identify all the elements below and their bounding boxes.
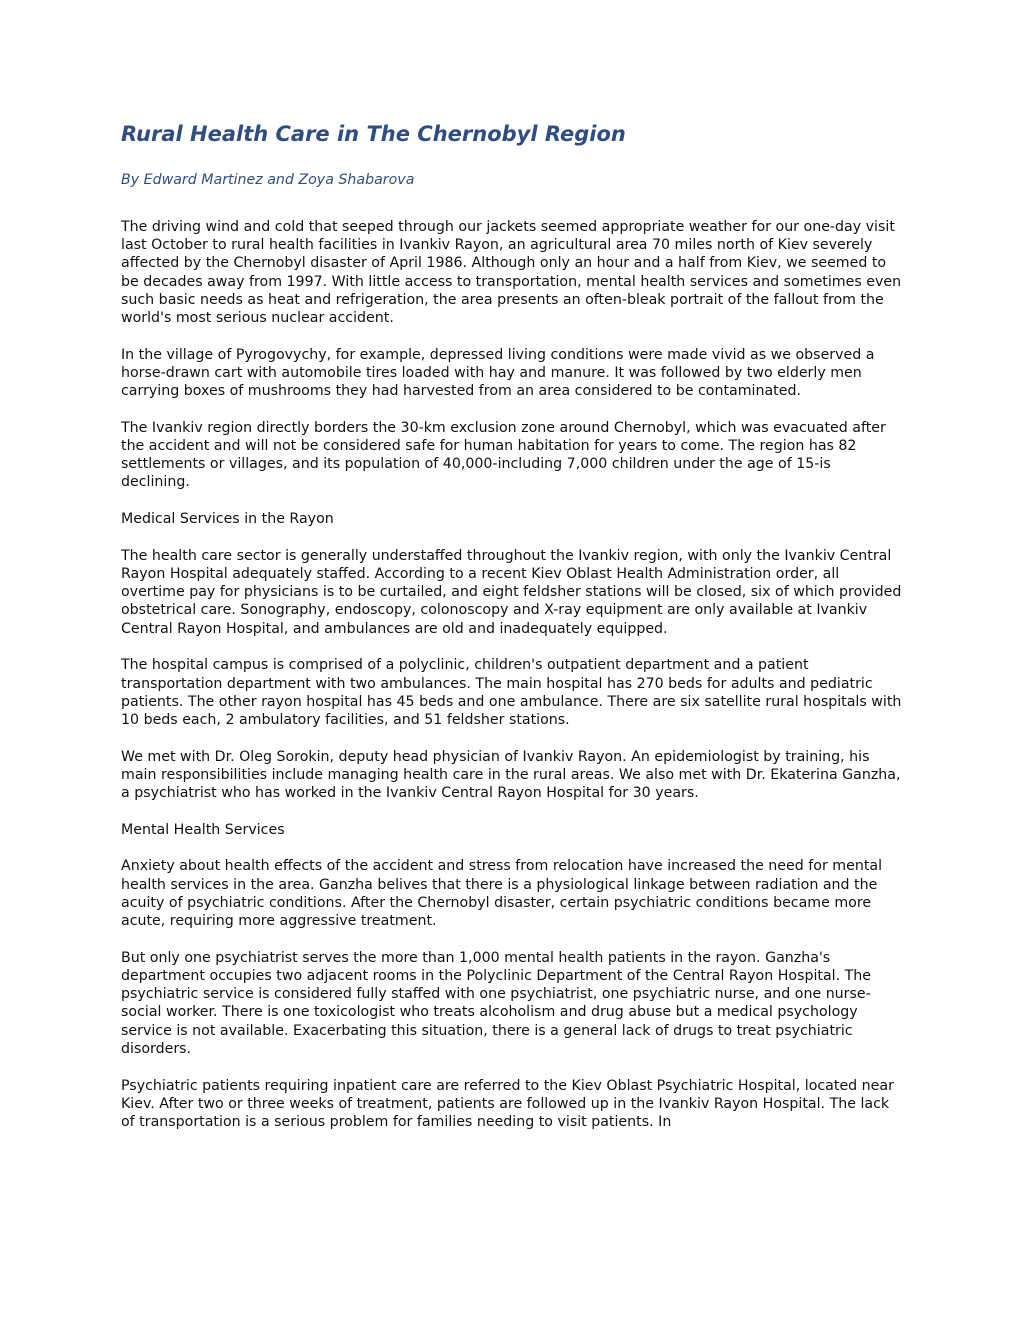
paragraph-inpatient-care: Psychiatric patients requiring inpatient care are referred to the Kiev Oblast Psychiatric Hospital, located near Kiev. After two or three weeks of treatment, patients are followed up in the Ivankiv Rayon Hospital. The lack of transportation is a serious problem for families needing to visit patients. In [121, 1077, 894, 1130]
section-heading-medical-services: Medical Services in the Rayon [121, 511, 334, 528]
article-title: Rural Health Care in The Chernobyl Region [121, 122, 626, 146]
paragraph-exclusion-zone: The Ivankiv region directly borders the 30-km exclusion zone around Chernobyl, which was evacuated after the accident and will not be considered safe for human habitation for years to come. The region has 82 settlements or villages, and its population of 40,000-including 7,000 children under the age of 15-is declining. [121, 419, 886, 491]
paragraph-anxiety: Anxiety about health effects of the accident and stress from relocation have increased the need for mental health services in the area. Ganzha belives that there is a physiological linkage between radiation and the acuity of psychiatric conditions. After the Chernobyl disaster, certain psychiatric conditions became more acute, requiring more aggressive treatment. [121, 858, 883, 930]
article [121, 112, 903, 1150]
paragraph-intro: The driving wind and cold that seeped through our jackets seemed appropriate weather for our one-day visit last October to rural health facilities in Ivankiv Rayon, an agricultural area 70 miles north of Kiev severely affected by the Chernobyl disaster of April 1986. Although only an hour and a half from Kiev, we seemed to be decades away from 1997. With little access to transportation, mental health services and sometimes even such basic needs as heat and refrigeration, the area presents an often-bleak portrait of the fallout from the world's most serious nuclear accident. [121, 219, 902, 327]
paragraph-pyrogovychy: In the village of Pyrogovychy, for example, depressed living conditions were made vivid as we observed a horse-drawn cart with automobile tires loaded with hay and manure. It was followed by two elderly men carrying boxes of mushrooms they had harvested from an area considered to be contaminated. [121, 346, 875, 400]
paragraph-hospital-campus: The hospital campus is comprised of a polyclinic, children's outpatient department and a patient transportation department with two ambulances. The main hospital has 270 beds for adults and pediatric patients. The other rayon hospital has 45 beds and one ambulance. There are six satellite rural hospitals with 10 beds each, 2 ambulatory facilities, and 51 feldsher stations. [121, 657, 902, 728]
section-heading-mental-health: Mental Health Services [121, 821, 285, 838]
paragraph-doctors: We met with Dr. Oleg Sorokin, deputy head physician of Ivankiv Rayon. An epidemiologist by training, his main responsibilities include managing health care in the rural areas. We also met with Dr. Ekaterina Ganzha, a psychiatrist who has worked in the Ivankiv Central Rayon Hospital for 30 years. [121, 748, 901, 802]
paragraph-understaffed: The health care sector is generally understaffed throughout the Ivankiv region, with only the Ivankiv Central Rayon Hospital adequately staffed. According to a recent Kiev Oblast Health Administration order, all overtime pay for physicians is to be curtailed, and eight feldsher stations will be closed, six of which provided obstetrical care. Sonography, endoscopy, colonoscopy and X-ray equipment are only available at Ivankiv Central Rayon Hospital, and ambulances are old and inadequately equipped. [121, 547, 902, 637]
paragraph-one-psychiatrist: But only one psychiatrist serves the more than 1,000 mental health patients in the rayon. Ganzha's department occupies two adjacent rooms in the Polyclinic Department of the Central Rayon Hospital. The psychiatric service is considered fully staffed with one psychiatrist, one psychiatric nurse, and one nurse-social worker. There is one toxicologist who treats alcoholism and drug abuse but a medical psychology service is not available. Exacerbating this situation, there is a general lack of drugs to treat psychiatric disorders. [121, 949, 872, 1057]
article-body [121, 218, 903, 1131]
article-byline: By Edward Martinez and Zoya Shabarova [121, 172, 415, 188]
